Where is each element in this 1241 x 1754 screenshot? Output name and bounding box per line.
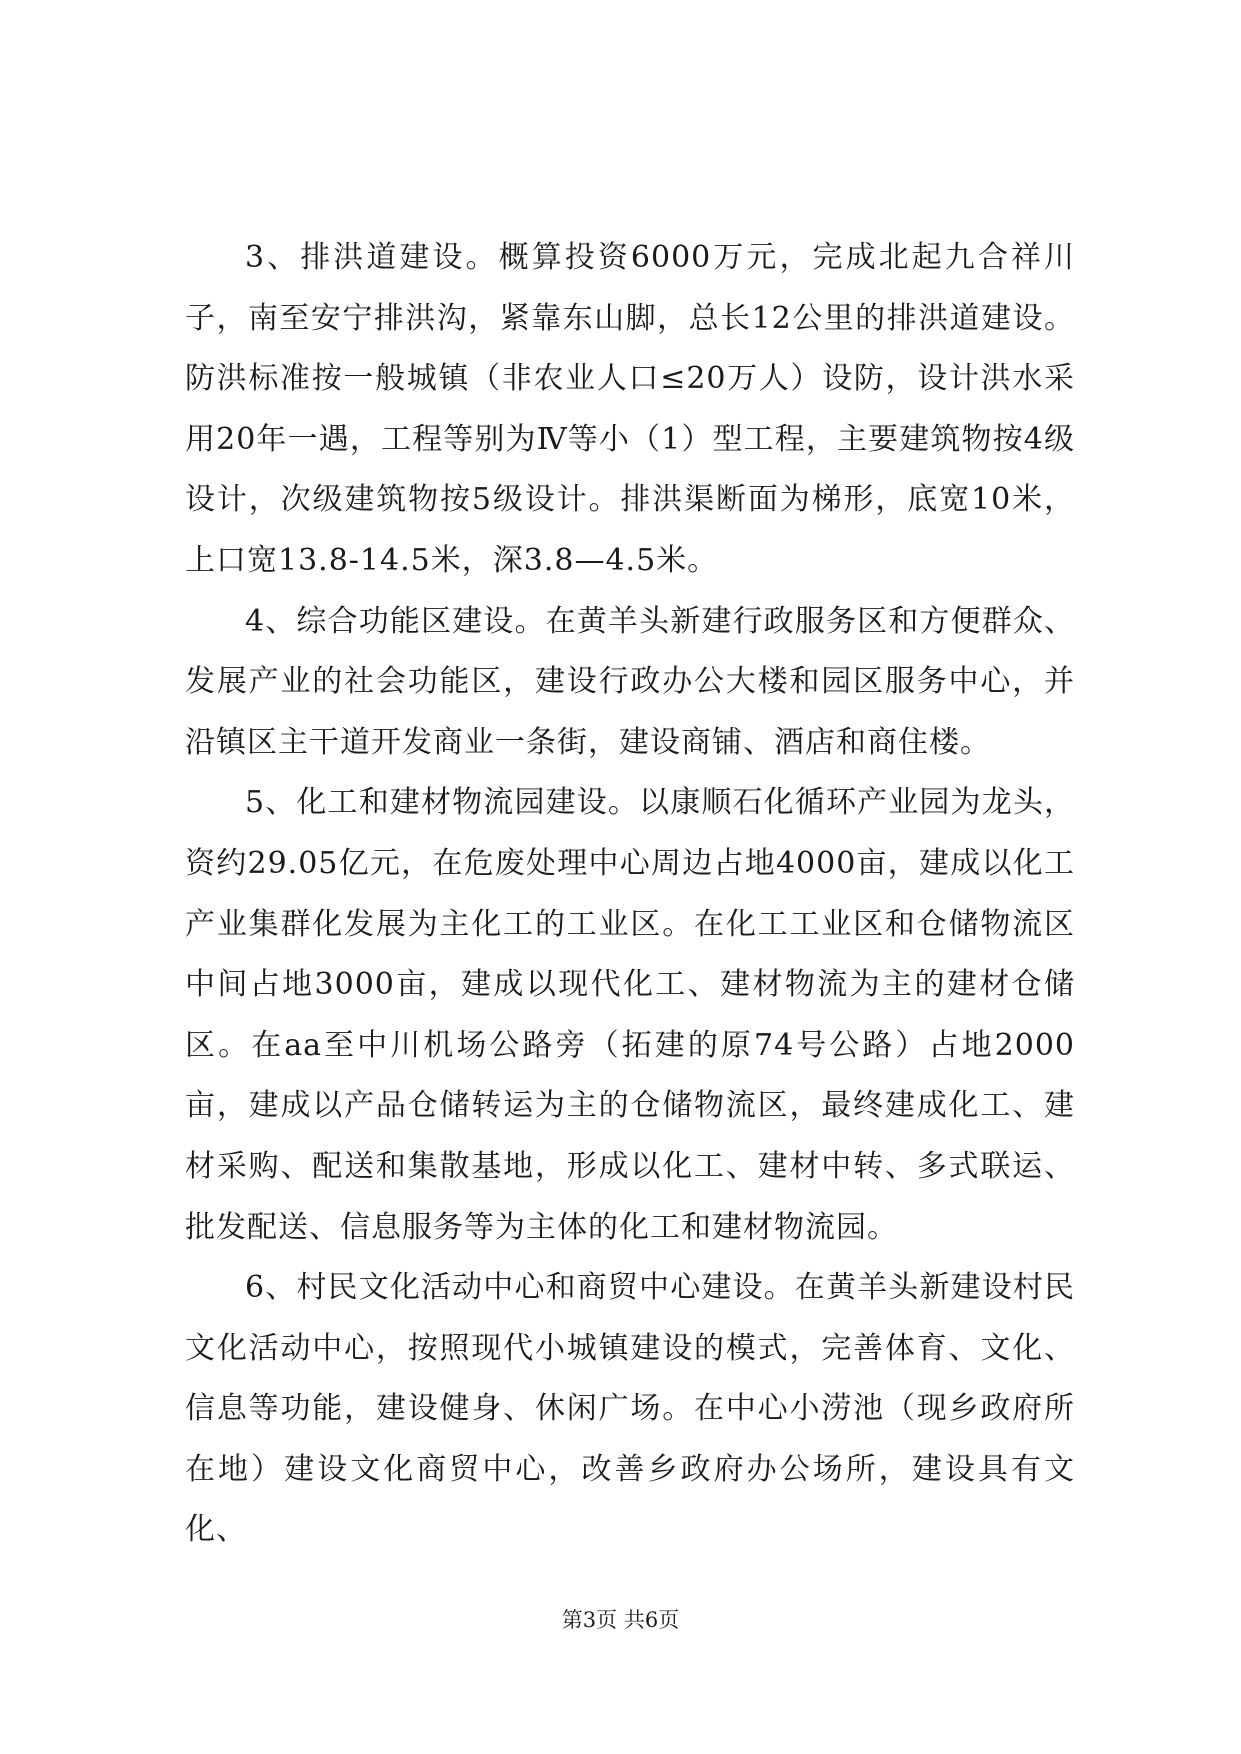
paragraph-logistics-park: 5、化工和建材物流园建设。以康顺石化循环产业园为龙头，资约29.05亿元，在危废处理中心周边占地4000亩，建成以化工产业集群化发展为主化工的工业区。在化工工业区和仓储物流区中间占地3000亩，建成以现代化工、建材物流为主的建材仓储区。在aa至中川机场公路旁（拓建的原74号公路）占地2000亩，建成以产品仓储转运为主的仓储物流区，最终建成化工、建材采购、配送和集散基地，形成以化工、建材中转、多式联运、批发配送、信息服务等为主体的化工和建材物流园。 [185,785,1075,1245]
paragraph-function-zone: 4、综合功能区建设。在黄羊头新建行政服务区和方便群众、发展产业的社会功能区，建设行政办公大楼和园区服务中心，并沿镇区主干道开发商业一条街，建设商铺、酒店和商住楼。 [185,603,1075,760]
page-number-footer: 第3页 共6页 [561,1608,680,1632]
document-body [185,228,1075,1561]
paragraph-activity-center: 6、村民文化活动中心和商贸中心建设。在黄羊头新建设村民文化活动中心，按照现代小城镇建设的模式，完善体育、文化、信息等功能，建设健身、休闲广场。在中心小涝池（现乡政府所在地）建设文化商贸中心，改善乡政府办公场所，建设具有文化、 [185,1270,1075,1548]
paragraph-flood-channel: 3、排洪道建设。概算投资6000万元，完成北起九合祥川子，南至安宁排洪沟，紧靠东山脚，总长12公里的排洪道建设。防洪标准按一般城镇（非农业人口≤20万人）设防，设计洪水采用20年一遇，工程等别为Ⅳ等小（1）型工程，主要建筑物按4级设计，次级建筑物按5级设计。排洪渠断面为梯形，底宽10米，上口宽13.8-14.5米，深3.8—4.5米。 [185,240,1075,578]
